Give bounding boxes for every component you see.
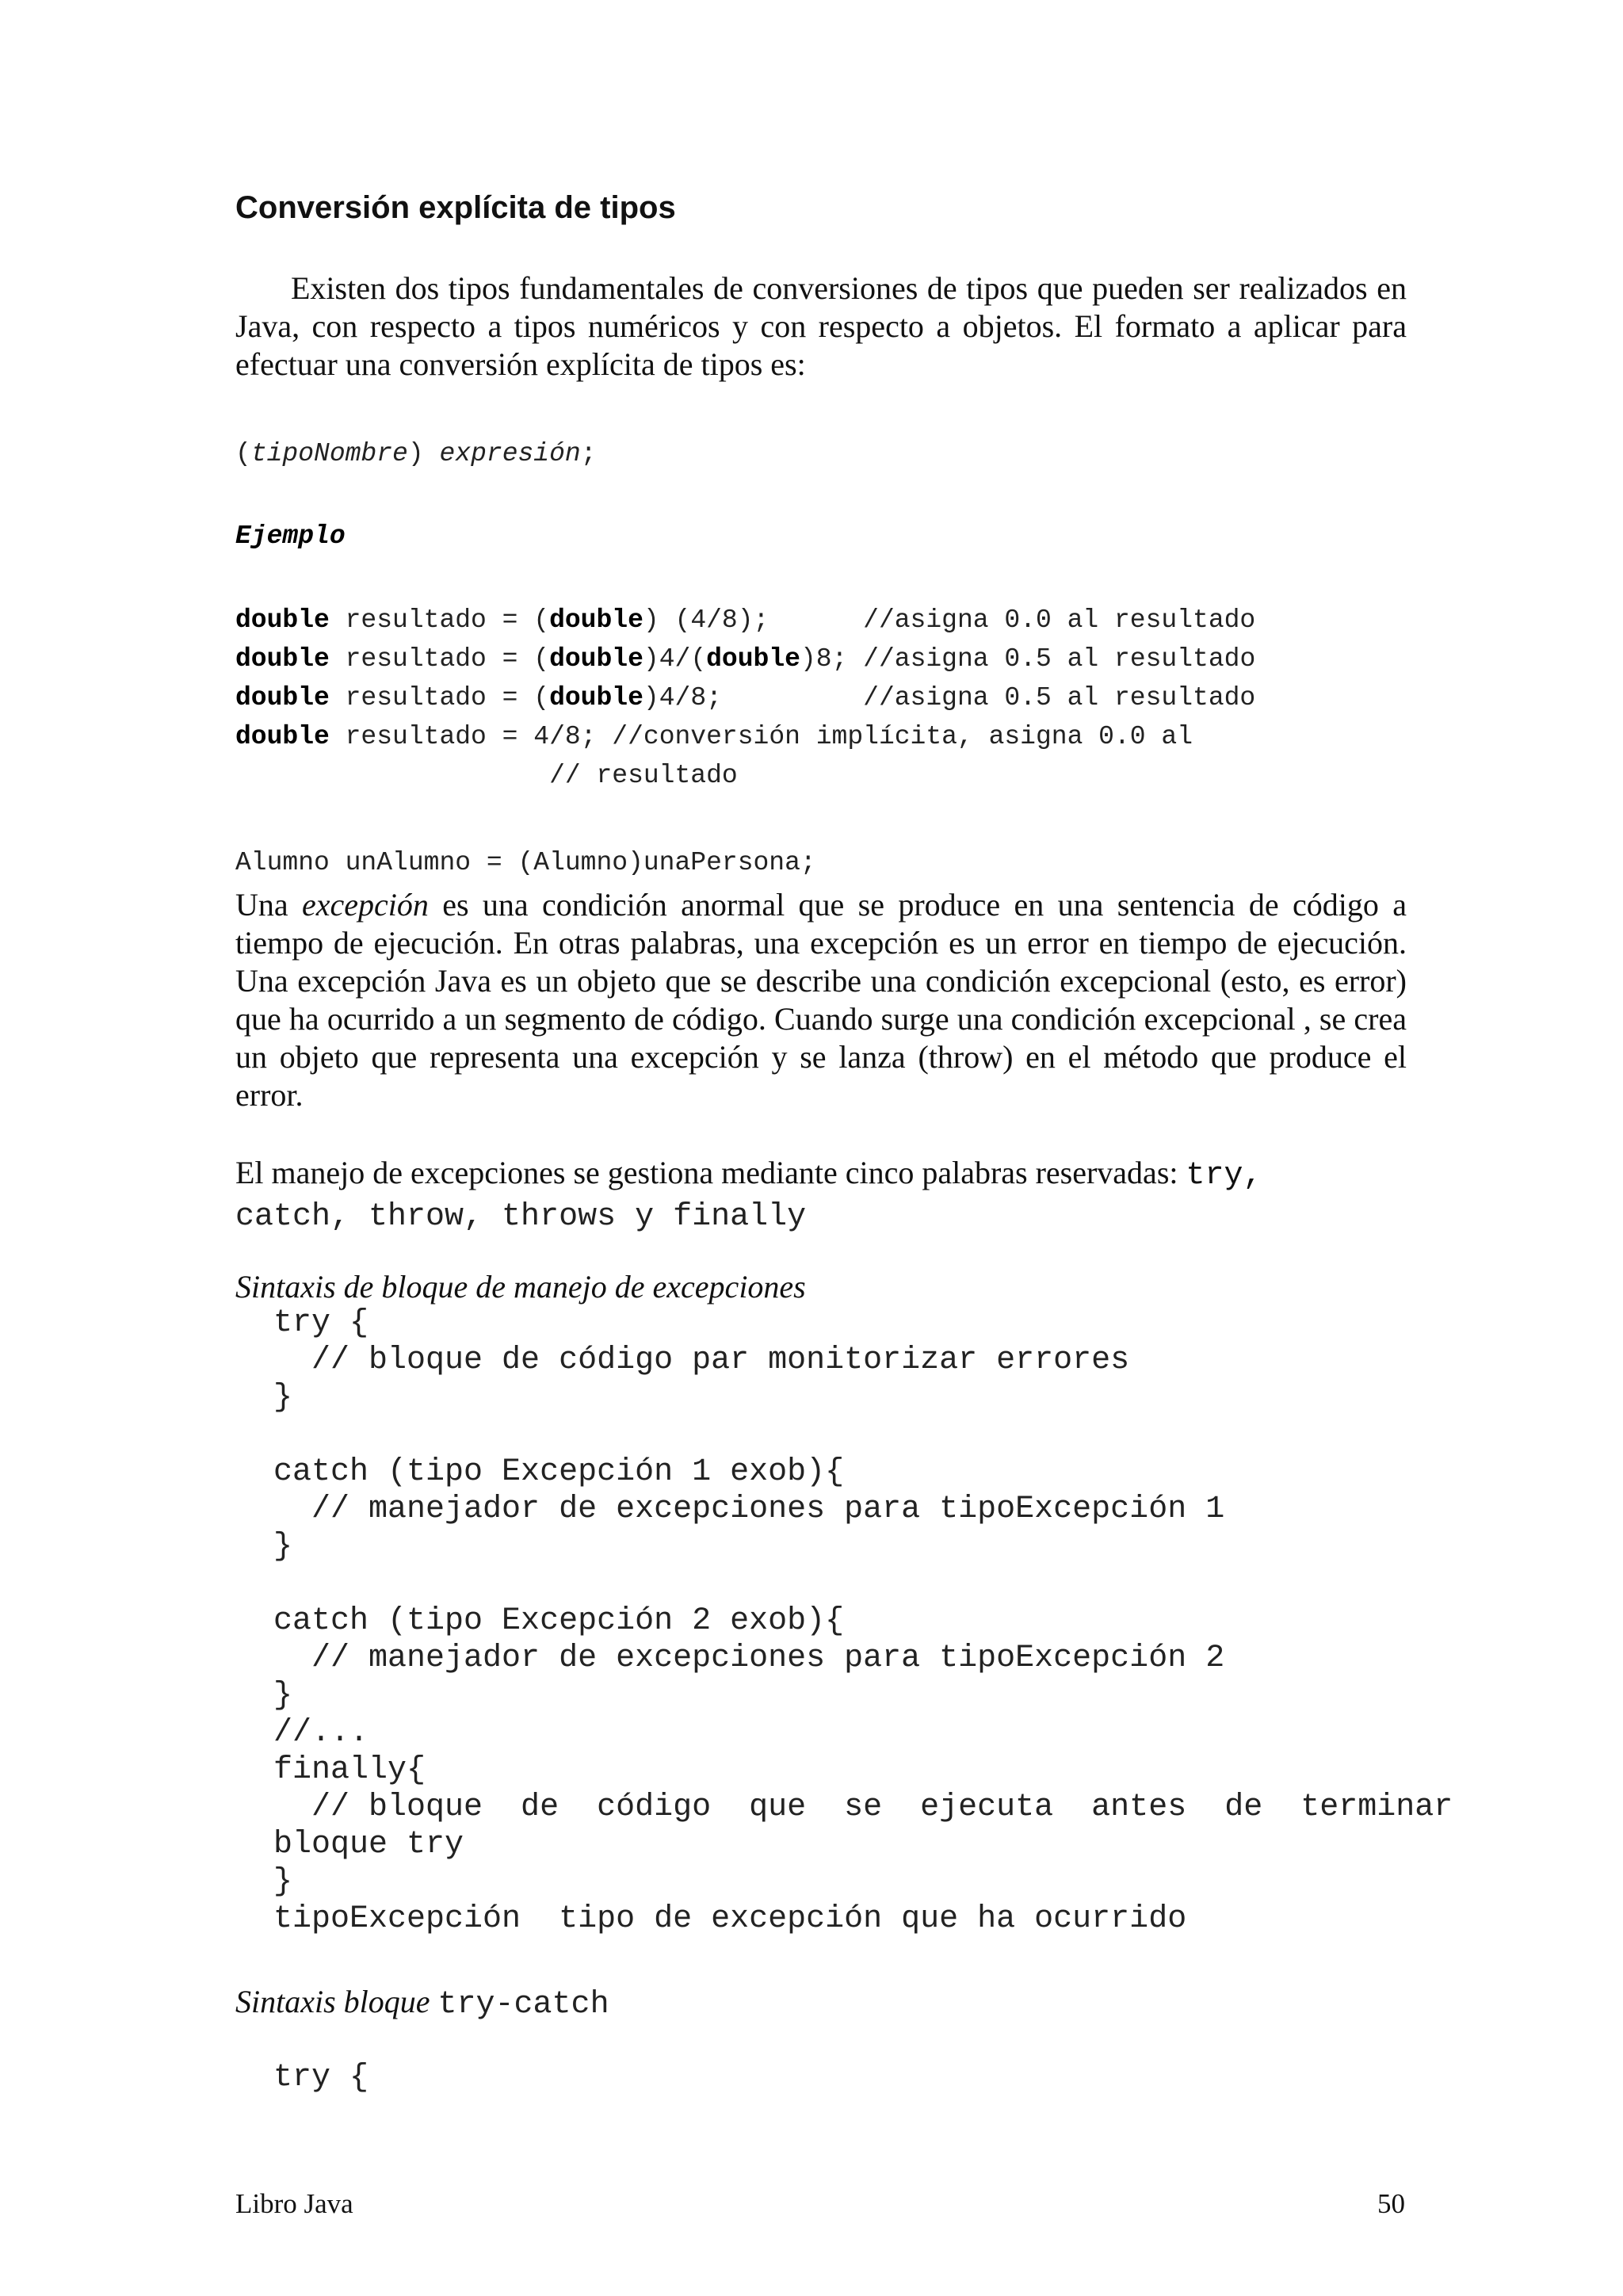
object-cast-line: Alumno unAlumno = (Alumno)unaPersona; xyxy=(235,848,816,877)
example-code-block xyxy=(235,601,1255,795)
try-catch-title: Sintaxis bloque try-catch xyxy=(235,1984,609,2023)
example-line: double resultado = (double)4/(double)8; //asigna 0.5 al resultado xyxy=(235,644,1256,674)
example-line: double resultado = 4/8; //conversión implícita, asigna 0.0 al xyxy=(235,722,1193,751)
footer-title: Libro Java xyxy=(235,2188,353,2219)
page-number: 50 xyxy=(1377,2188,1405,2219)
exception-paragraph: Una excepción es una condición anormal que se produce en una sentencia de código a tiempo de ejecución. En otras palabras, una excepción es un error en tiempo de ejecución. Una excepción Java es un objeto que se describe una condición excepcional (esto, es error) que ha ocurrido a un segmento de código. Cuando surge una condición excepcional , se crea un objeto que representa una excepción y se lanza (throw) en el método que produce el error. xyxy=(235,887,1407,1113)
keywords-paragraph: El manejo de excepciones se gestiona mediante cinco palabras reservadas: try, catch, throw, throws y finally xyxy=(235,1155,1262,1235)
section-heading: Conversión explícita de tipos xyxy=(235,190,676,225)
block-syntax-title: Sintaxis de bloque de manejo de excepciones xyxy=(235,1269,806,1305)
example-line: // resultado xyxy=(235,761,738,790)
example-line: double resultado = (double)4/8; //asigna 0.5 al resultado xyxy=(235,683,1256,712)
example-label: Ejemplo xyxy=(235,521,346,551)
example-line: double resultado = (double) (4/8); //asigna 0.0 al resultado xyxy=(235,606,1256,635)
cast-syntax: (tipoNombre) expresión; xyxy=(235,439,597,468)
intro-paragraph: Existen dos tipos fundamentales de conversiones de tipos que pueden ser realizados en Java, con respecto a tipos numéricos y con respecto a objetos. El formato a aplicar para efectuar una conversión explícita de tipos es: xyxy=(235,270,1407,382)
try-catch-code: try { xyxy=(235,2060,369,2095)
exception-block-code: try { // bloque de código par monitorizar errores } catch (tipo Excepción 1 exob){ // manejador de excepciones para tipoExcepción 1 } catch (tipo Excepción 2 exob){ // manejador de excepciones para tipoExcepción 2 } //... finally{ // bloque de código que se ejecuta antes de terminar bloque try } tipoExcepción tipo de excepción que ha ocurrido xyxy=(273,1305,1453,1937)
